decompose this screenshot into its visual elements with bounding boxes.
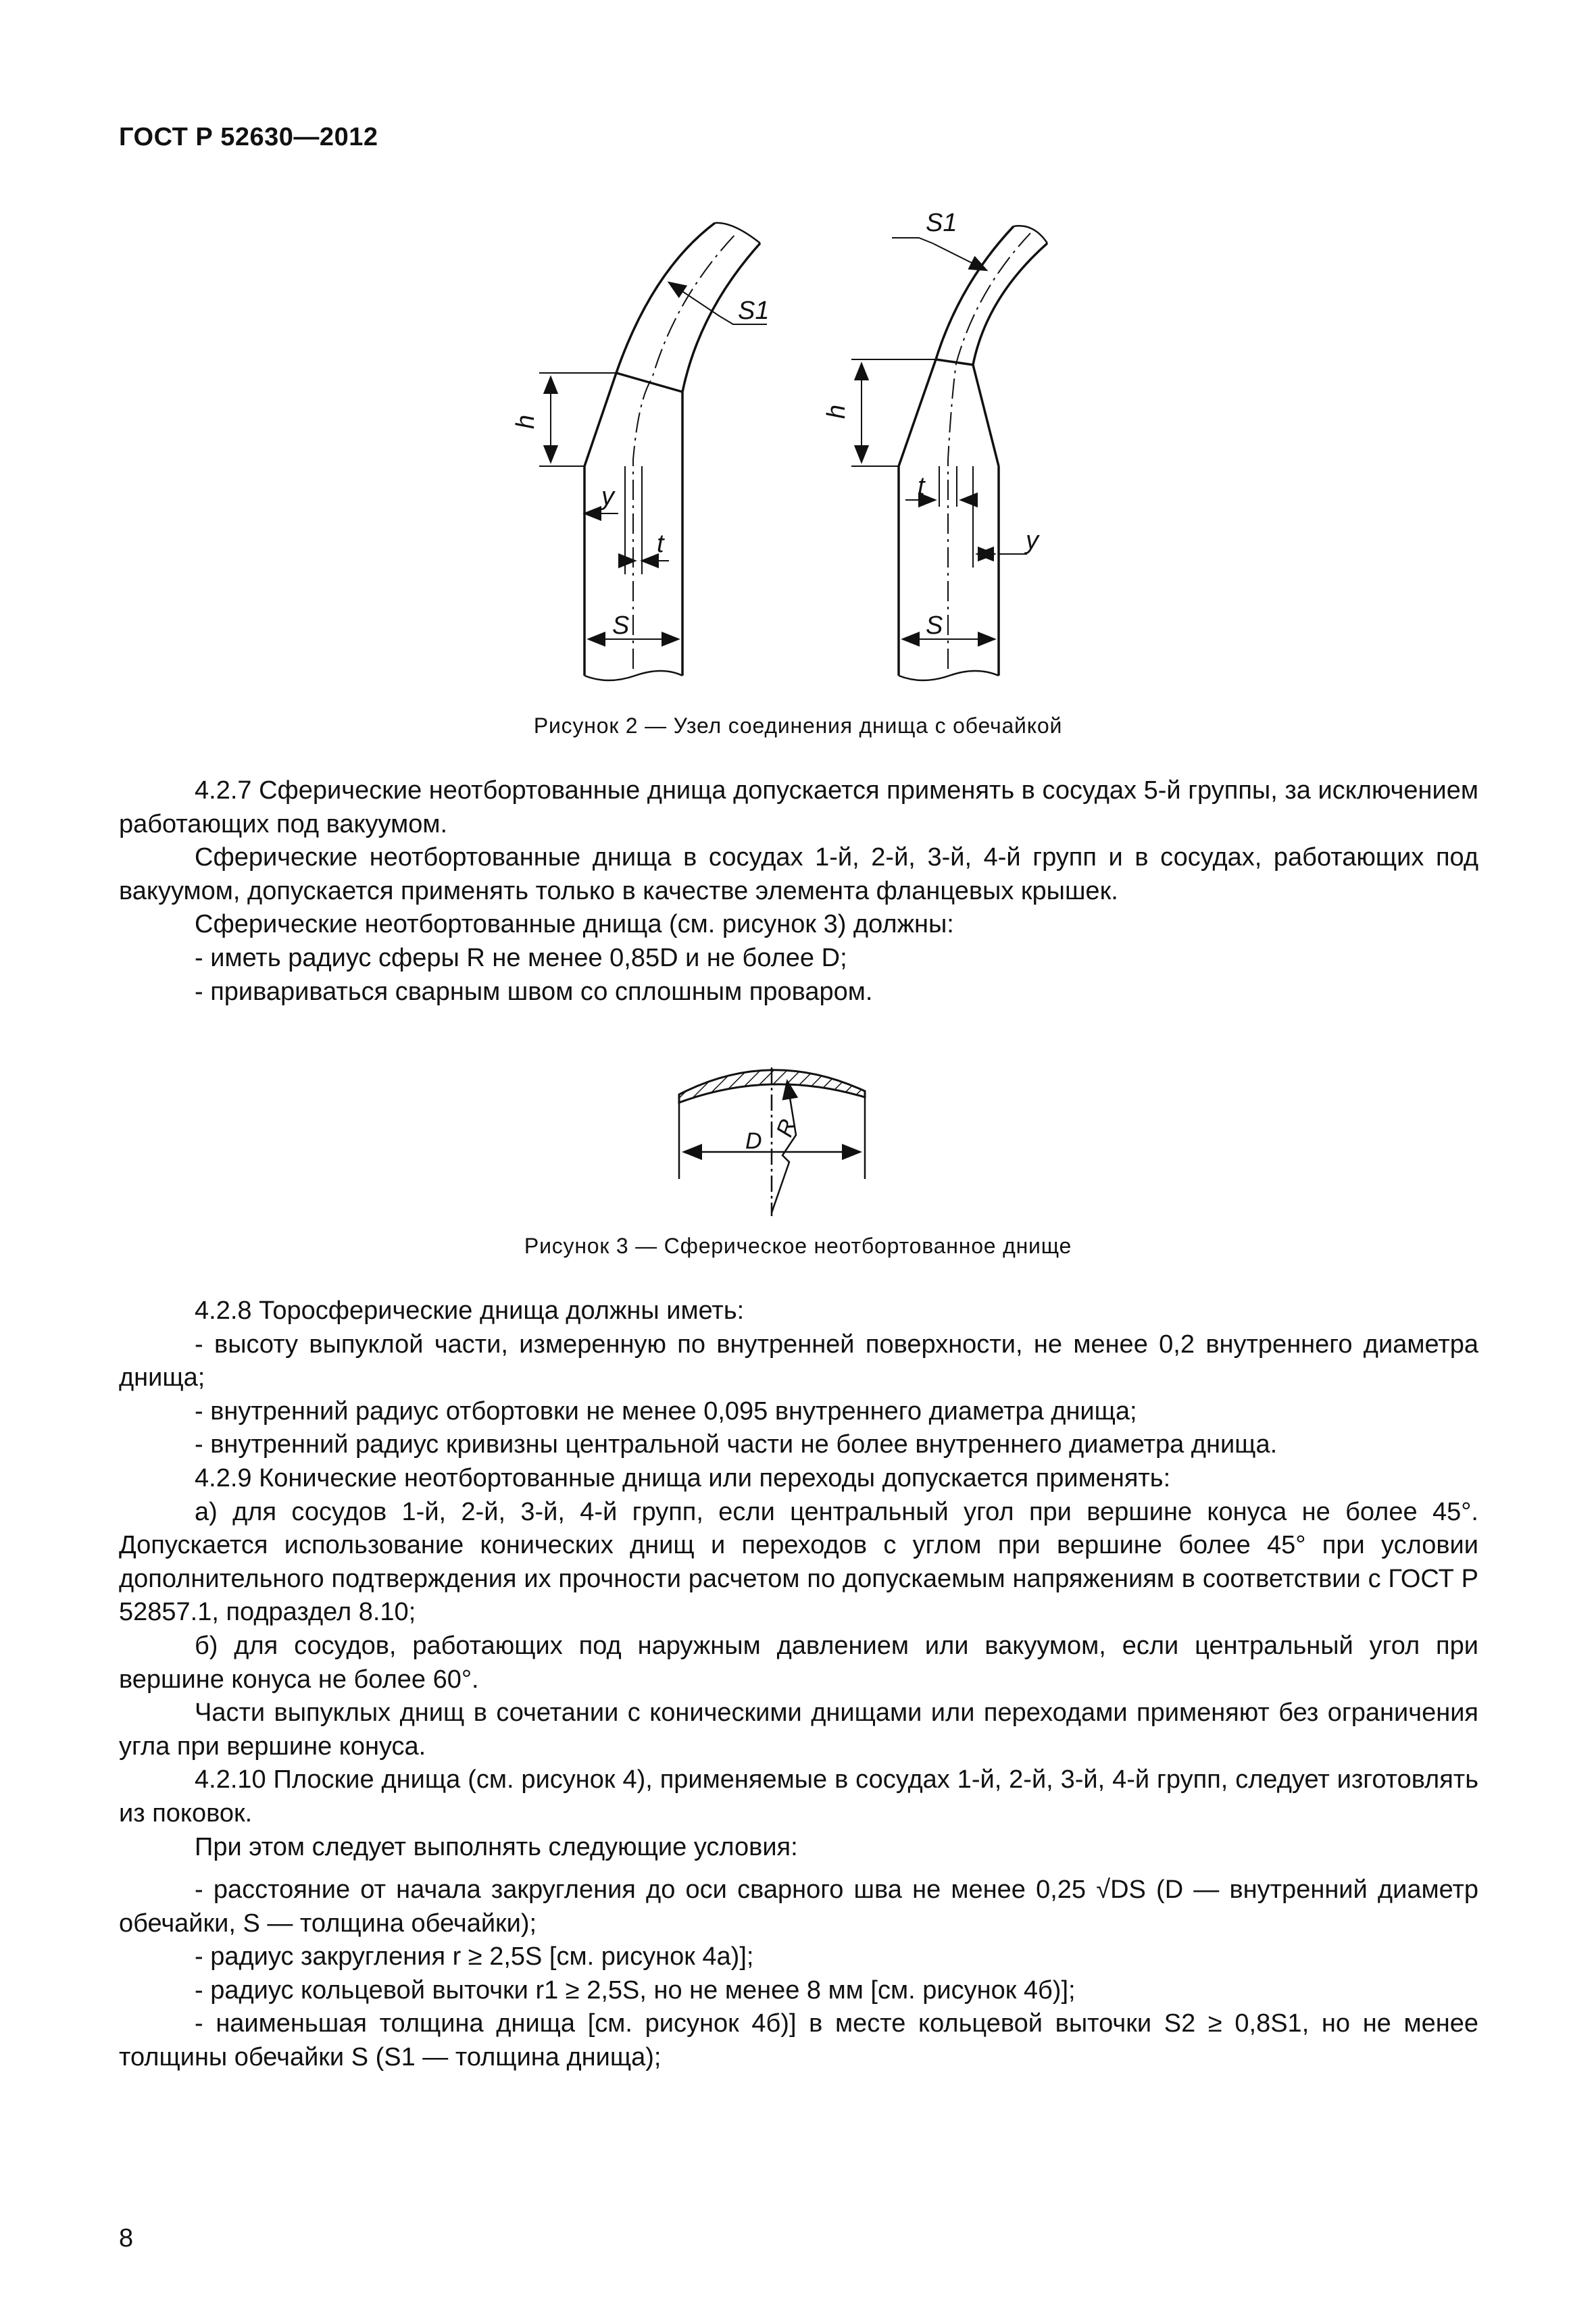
figure-3-caption: Рисунок 3 — Сферическое неотбортованное днище (524, 1234, 1072, 1258)
paragraph: 4.2.8 Торосферические днища должны иметь: (195, 1297, 745, 1325)
left-t-label: t (657, 530, 664, 558)
paragraph: 4.2.7 Сферические неотбортованные днища допускается применять в сосудах 5-й группы, за исключением работающих под вакуумом. (119, 776, 1478, 838)
list-item: - привариваться сварным швом со сплошным проваром. (195, 977, 873, 1006)
list-item: - радиус кольцевой выточки r1 ≥ 2,5S, но не менее 8 мм [см. рисунок 4б)]; (195, 1976, 1076, 2005)
paragraph: 4.2.10 Плоские днища (см. рисунок 4), применяемые в сосудах 1-й, 2-й, 3-й, 4-й групп, следует изготовлять из поковок. (119, 1765, 1478, 1828)
left-break-top (715, 223, 760, 243)
paragraph: Части выпуклых днищ в сочетании с коническими днищами или переходами применяют без ограничения угла при вершине конуса. (119, 1699, 1478, 1761)
list-item: - наименьшая толщина днища [см. рисунок 4б)] в месте кольцевой выточки S2 ≥ 0,8S1, но не менее толщины обечайки S (S1 — толщина днища); (119, 2009, 1478, 2072)
left-bottom-break (584, 671, 682, 680)
figure-3-r-label: R (771, 1115, 801, 1140)
paragraph: При этом следует выполнять следующие условия: (195, 1832, 798, 1861)
left-y-label: y (601, 482, 614, 511)
right-h-label: h (822, 404, 851, 419)
list-item: - внутренний радиус отбортовки не менее 0,095 внутреннего диаметра днища; (195, 1397, 1137, 1426)
document-header: ГОСТ Р 52630—2012 (119, 123, 378, 151)
right-s-label: S (926, 611, 943, 640)
left-s1-label: S1 (738, 297, 770, 325)
list-item: - иметь радиус сферы R не менее 0,85D и не более D; (195, 943, 847, 972)
figure-2-drawing (500, 196, 1095, 682)
list-item: б) для сосудов, работающих под наружным давлением или вакуумом, если центральный угол при вершине конуса не более 60°. (119, 1631, 1478, 1694)
right-break-top (1014, 226, 1047, 243)
paragraph: Сферические неотбортованные днища в сосудах 1-й, 2-й, 3-й, 4-й групп и в сосудах, работающих под вакуумом, допускается применять только в качестве элемента фланцевых крышек. (119, 843, 1478, 905)
right-y-label: y (1026, 526, 1039, 555)
figure-2-caption: Рисунок 2 — Узел соединения днища с обечайкой (533, 713, 1063, 738)
list-item: - высоту выпуклой части, измеренную по внутренней поверхности, не менее 0,2 внутреннего диаметра днища; (119, 1330, 1478, 1392)
section-4-2-7 (119, 774, 1478, 1009)
list-item: а) для сосудов 1-й, 2-й, 3-й, 4-й групп, если центральный угол при вершине конуса не более 45°. Допускается использование конических днищ и переходов с углом при вершине более 45° при условии дополнительного подтверждения их прочности расчетом по допускаемым напряжениям в соответствии с ГОСТ Р 52857.1, подраздел 8.10; (119, 1497, 1478, 1627)
right-s1-label: S1 (926, 209, 957, 237)
left-transition-left (584, 373, 616, 466)
left-s-label: S (612, 611, 630, 640)
right-bottom-break (899, 671, 999, 680)
right-joint-line (936, 359, 973, 365)
figure-3-d-label: D (745, 1128, 762, 1154)
paragraph: Сферические неотбортованные днища (см. рисунок 3) должны: (195, 910, 954, 939)
right-transition-right (973, 365, 999, 466)
list-item: - внутренний радиус кривизны центральной части не более внутреннего диаметра днища. (195, 1430, 1278, 1459)
right-transition-left (899, 359, 936, 466)
left-head-outer (616, 223, 715, 373)
list-item: - радиус закругления r ≥ 2,5S [см. рисунок 4а)]; (195, 1942, 754, 1971)
left-h-label: h (512, 414, 540, 429)
paragraph: 4.2.9 Конические неотбортованные днища или переходы допускается применять: (195, 1463, 1171, 1492)
sections-4-2-8-to-4-2-10 (119, 1294, 1478, 2075)
right-t-label: t (918, 472, 925, 501)
figure-3-drawing (669, 1054, 885, 1223)
right-head-outer (936, 226, 1014, 359)
page-number: 8 (119, 2224, 134, 2253)
list-item: - расстояние от начала закругления до оси сварного шва не менее 0,25 √DS (D — внутренний диаметр обечайки, S — толщина обечайки); (119, 1876, 1478, 1938)
